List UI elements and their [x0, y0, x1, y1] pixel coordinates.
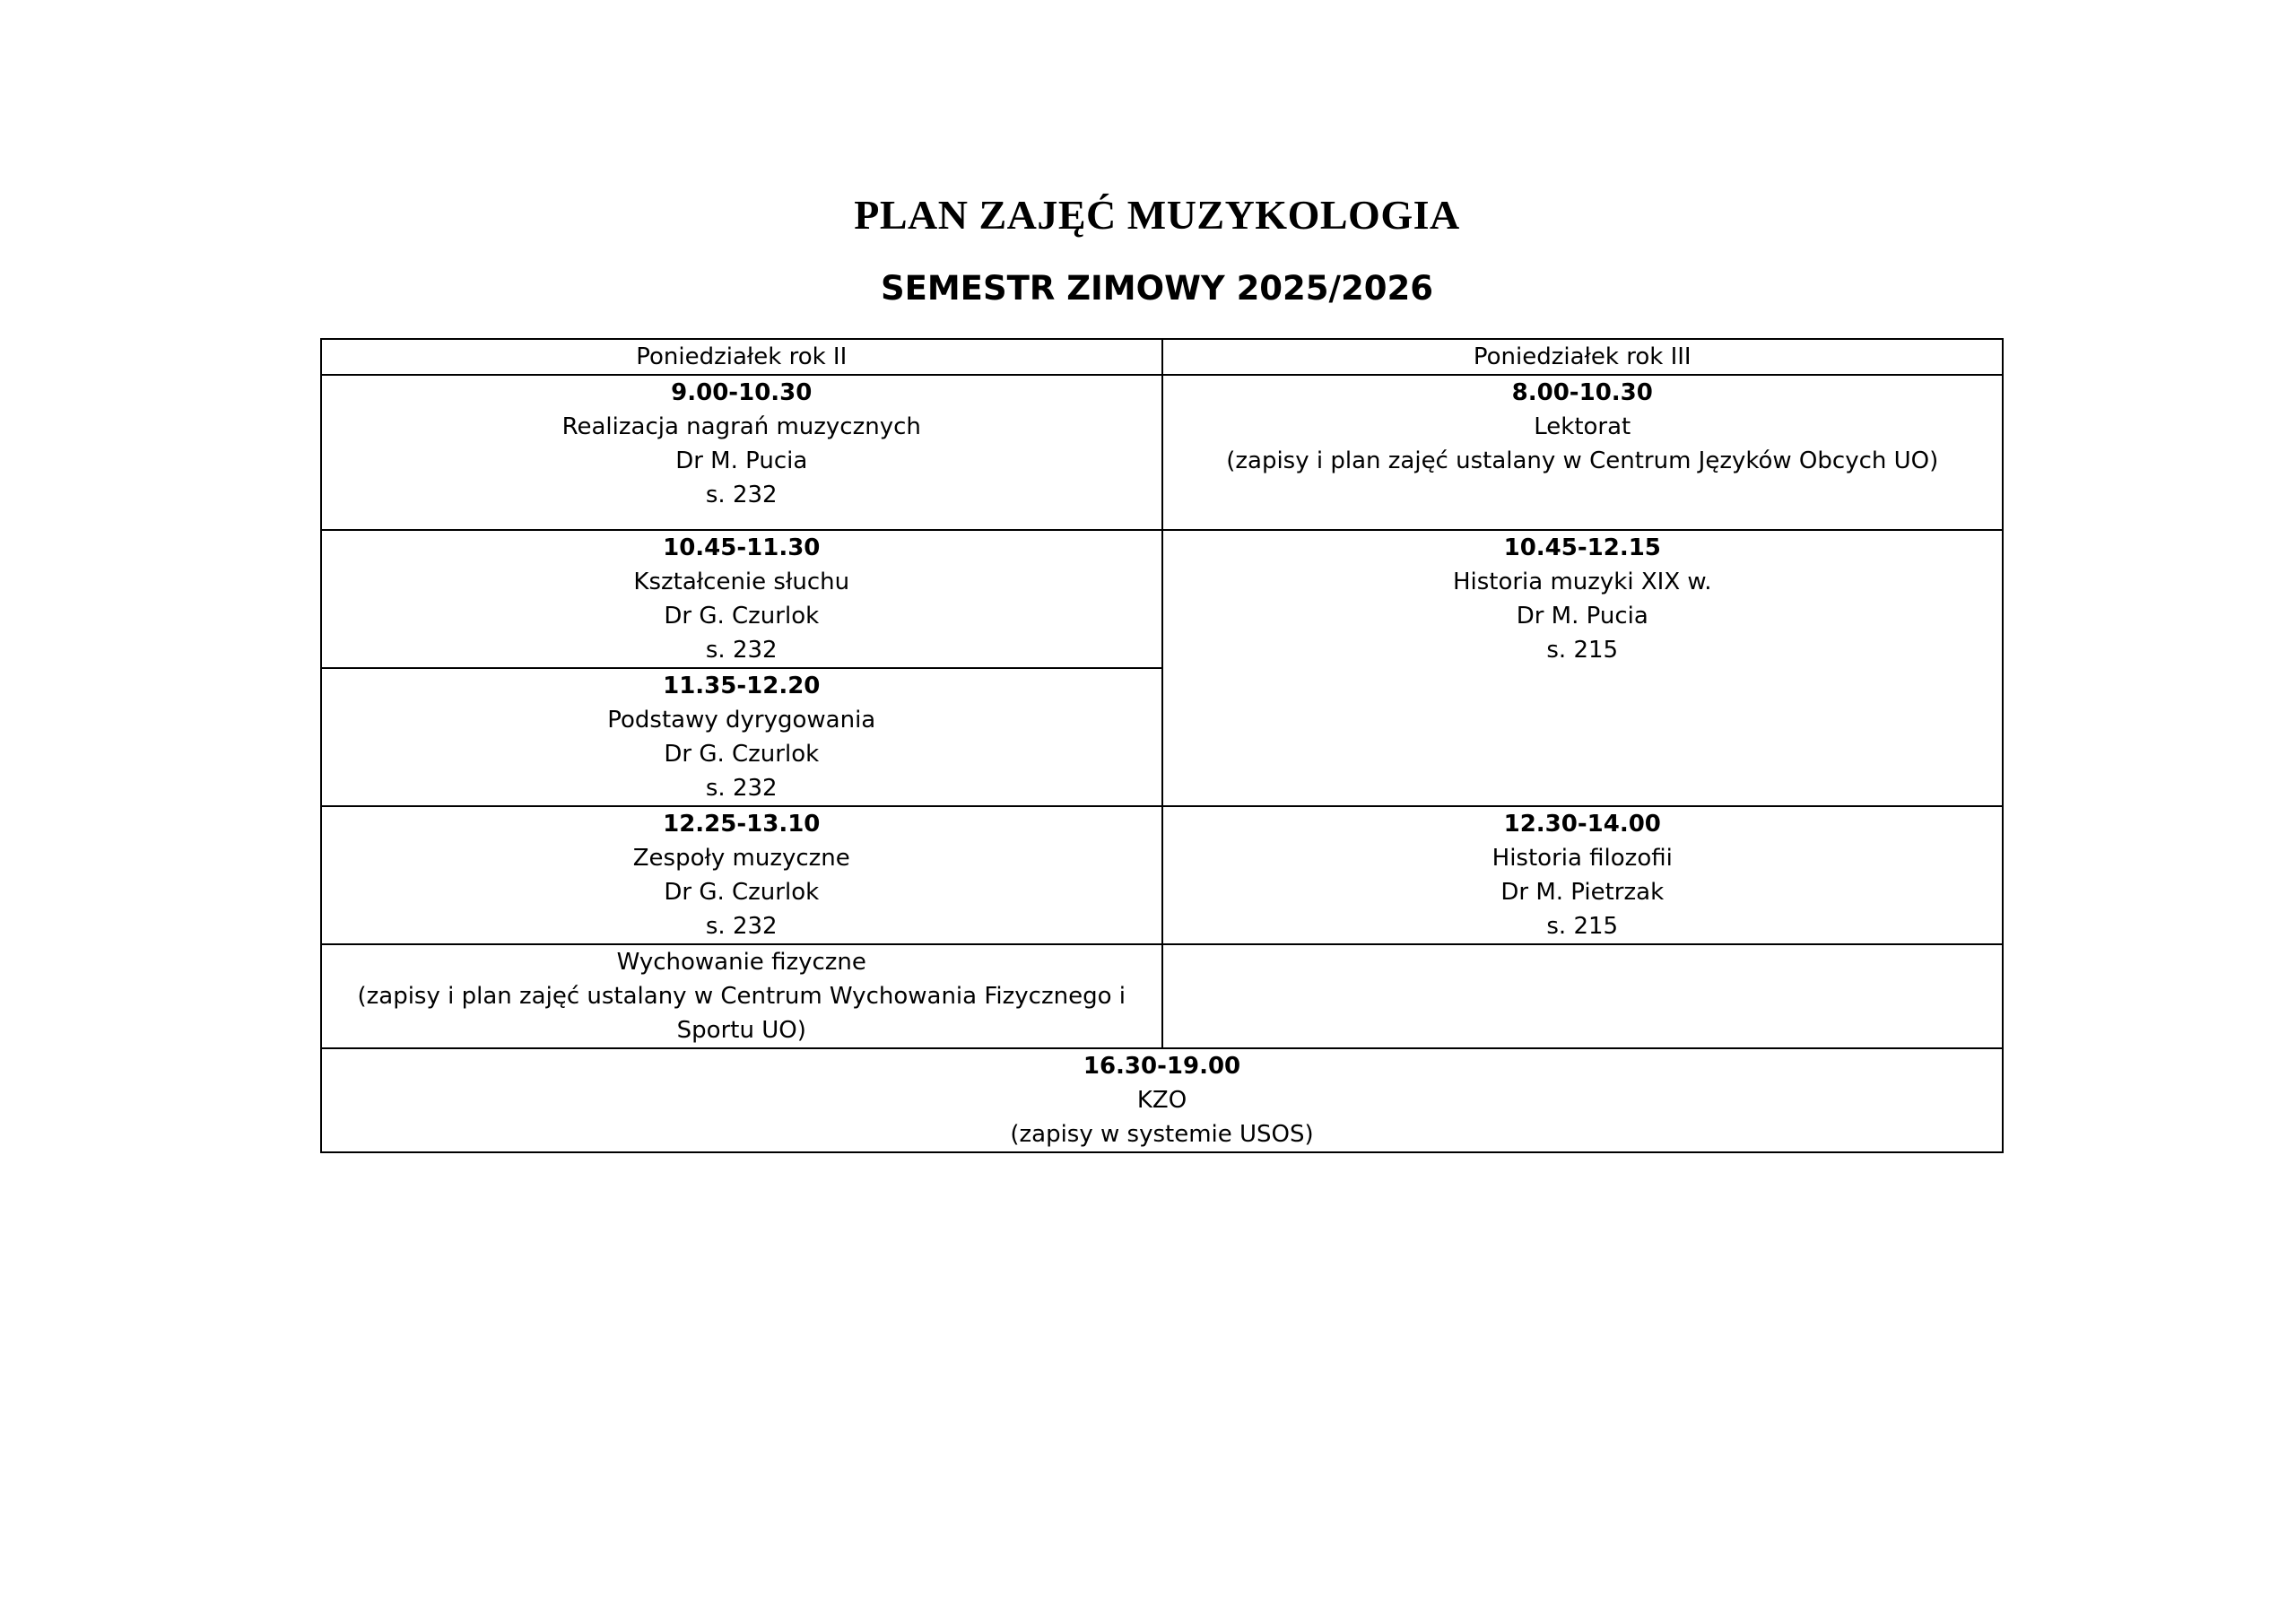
subject-name: Wychowanie fizyczne — [616, 949, 866, 976]
teacher-name: Dr G. Czurlok — [664, 741, 820, 768]
empty-cell — [1162, 944, 2004, 1048]
schedule-cell — [321, 530, 1162, 668]
subject-name: Historia muzyki XIX w. — [1452, 569, 1712, 595]
time-slot: 9.00-10.30 — [671, 379, 813, 406]
subject-name: Historia filozofii — [1492, 845, 1673, 872]
room-number: s. 215 — [1546, 913, 1619, 940]
schedule-cell — [321, 668, 1162, 806]
schedule-table — [320, 338, 2004, 1153]
room-number: s. 232 — [705, 913, 778, 940]
teacher-name: Dr G. Czurlok — [664, 879, 820, 906]
page-title: PLAN ZAJĘĆ MUZYKOLOGIA — [854, 192, 1460, 238]
column-header-rok-3: Poniedziałek rok III — [1162, 339, 2004, 375]
subject-name: Lektorat — [1534, 413, 1631, 440]
subject-name: Zespoły muzyczne — [632, 845, 850, 872]
time-slot: 10.45-11.30 — [663, 534, 821, 561]
teacher-name: Dr M. Pietrzak — [1500, 879, 1665, 906]
schedule-cell — [321, 944, 1162, 1048]
teacher-name: Dr M. Pucia — [675, 447, 808, 474]
teacher-name: Dr M. Pucia — [1516, 603, 1648, 630]
time-slot: 10.45-12.15 — [1503, 534, 1661, 561]
column-header-rok-2: Poniedziałek rok II — [321, 339, 1162, 375]
time-slot: 8.00-10.30 — [1511, 379, 1653, 406]
time-slot: 12.25-13.10 — [663, 811, 821, 838]
subject-name: Kształcenie słuchu — [633, 569, 850, 595]
time-slot: 12.30-14.00 — [1503, 811, 1661, 838]
schedule-cell-common — [321, 1048, 2003, 1152]
subject-name: Podstawy dyrygowania — [607, 707, 876, 734]
time-slot: 16.30-19.00 — [1083, 1053, 1241, 1080]
subject-name: KZO — [1136, 1087, 1187, 1114]
room-number: s. 232 — [705, 637, 778, 664]
schedule-cell — [1162, 806, 2004, 944]
room-number: s. 232 — [705, 482, 778, 508]
teacher-name: Dr G. Czurlok — [664, 603, 820, 630]
schedule-cell — [321, 375, 1162, 530]
schedule-cell — [321, 806, 1162, 944]
page-subtitle: SEMESTR ZIMOWY 2025/2026 — [880, 269, 1434, 308]
schedule-cell — [1162, 530, 2004, 806]
subject-note: (zapisy i plan zajęć ustalany w Centrum Języków Obcych UO) — [1226, 447, 1939, 474]
time-slot: 11.35-12.20 — [663, 673, 821, 699]
room-number: s. 215 — [1546, 637, 1619, 664]
subject-note: (zapisy i plan zajęć ustalany w Centrum Wychowania Fizycznego i Sportu UO) — [357, 983, 1126, 1044]
subject-name: Realizacja nagrań muzycznych — [561, 413, 921, 440]
schedule-cell — [1162, 375, 2004, 530]
subject-note: (zapisy w systemie USOS) — [1010, 1121, 1314, 1148]
room-number: s. 232 — [705, 775, 778, 802]
